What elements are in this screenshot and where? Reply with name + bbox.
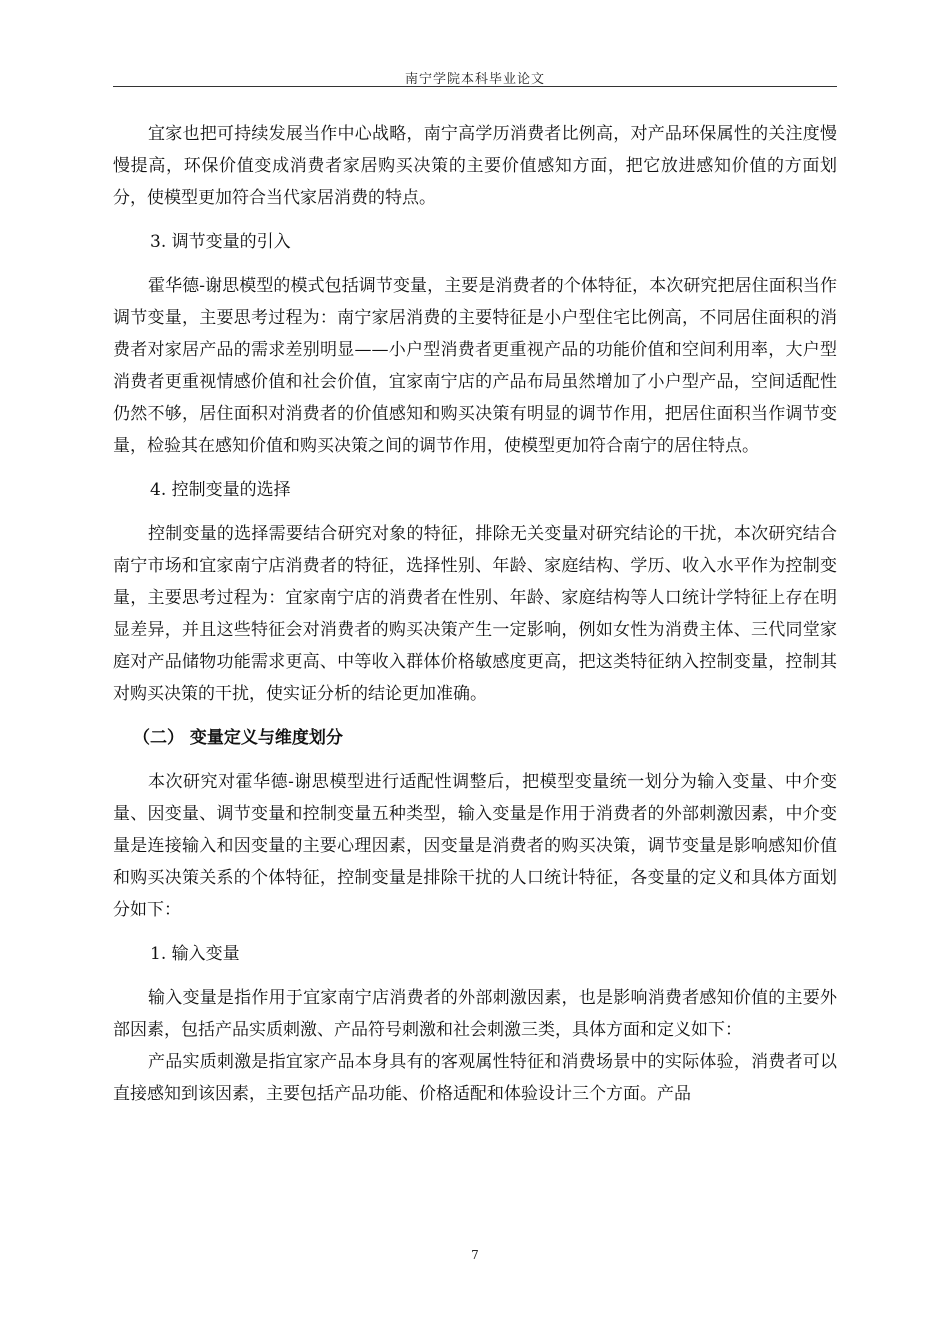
- spacer: [113, 462, 837, 474]
- spacer: [113, 710, 837, 722]
- spacer: [113, 926, 837, 938]
- running-header: 南宁学院本科毕业论文: [404, 72, 545, 87]
- paragraph-product-stimulus: 产品实质刺激是指宜家产品本身具有的客观属性特征和消费场景中的实际体验，消费者可以直接感知到该因素，主要包括产品功能、价格适配和体验设计三个方面。产品: [113, 1052, 837, 1104]
- page-number: 7: [471, 1248, 479, 1262]
- heading-moderator-variable: 3. 调节变量的引入: [150, 232, 291, 252]
- paragraph-input-variable: 输入变量是指作用于宜家南宁店消费者的外部刺激因素，也是影响消费者感知价值的主要外部因素，包括产品实质刺激、产品符号刺激和社会刺激三类，具体方面和定义如下：: [113, 988, 837, 1040]
- paragraph-sustainability: 宜家也把可持续发展当作中心战略，南宁高学历消费者比例高，对产品环保属性的关注度慢慢提高，环保价值变成消费者家居购买决策的主要价值感知方面，把它放进感知价值的方面划分，使模型更加符合当代家居消费的特点。: [113, 124, 837, 208]
- heading-control-variable: 4. 控制变量的选择: [150, 480, 291, 500]
- spacer: [113, 258, 837, 270]
- heading-input-variable: 1. 输入变量: [150, 944, 240, 964]
- spacer: [113, 214, 837, 226]
- header-rule: [113, 86, 837, 87]
- spacer: [113, 970, 837, 982]
- section-heading-variable-definition: （二） 变量定义与维度划分: [133, 728, 343, 748]
- paragraph-control-variable: 控制变量的选择需要结合研究对象的特征，排除无关变量对研究结论的干扰，本次研究结合南宁市场和宜家南宁店消费者的特征，选择性别、年龄、家庭结构、学历、收入水平作为控制变量，主要思考过程为：宜家南宁店的消费者在性别、年龄、家庭结构等人口统计学特征上存在明显差异，并且这些特征会对消费者的购买决策产生一定影响，例如女性为消费主体、三代同堂家庭对产品储物功能需求更高、中等收入群体价格敏感度更高，把这类特征纳入控制变量，控制其对购买决策的干扰，使实证分析的结论更加准确。: [113, 524, 837, 704]
- page-body: [113, 118, 837, 1110]
- paragraph-variable-definition: 本次研究对霍华德-谢思模型进行适配性调整后，把模型变量统一划分为输入变量、中介变量、因变量、调节变量和控制变量五种类型，输入变量是作用于消费者的外部刺激因素，中介变量是连接输入和因变量的主要心理因素，因变量是消费者的购买决策，调节变量是影响感知价值和购买决策关系的个体特征，控制变量是排除干扰的人口统计特征，各变量的定义和具体方面划分如下：: [113, 772, 837, 920]
- spacer: [113, 506, 837, 518]
- spacer: [113, 754, 837, 766]
- paragraph-moderator-variable: 霍华德-谢思模型的模式包括调节变量，主要是消费者的个体特征，本次研究把居住面积当作调节变量，主要思考过程为：南宁家居消费的主要特征是小户型住宅比例高，不同居住面积的消费者对家居产品的需求差别明显——小户型消费者更重视产品的功能价值和空间利用率，大户型消费者更重视情感价值和社会价值，宜家南宁店的产品布局虽然增加了小户型产品，空间适配性仍然不够，居住面积对消费者的价值感知和购买决策有明显的调节作用，把居住面积当作调节变量，检验其在感知价值和购买决策之间的调节作用，使模型更加符合南宁的居住特点。: [113, 276, 837, 456]
